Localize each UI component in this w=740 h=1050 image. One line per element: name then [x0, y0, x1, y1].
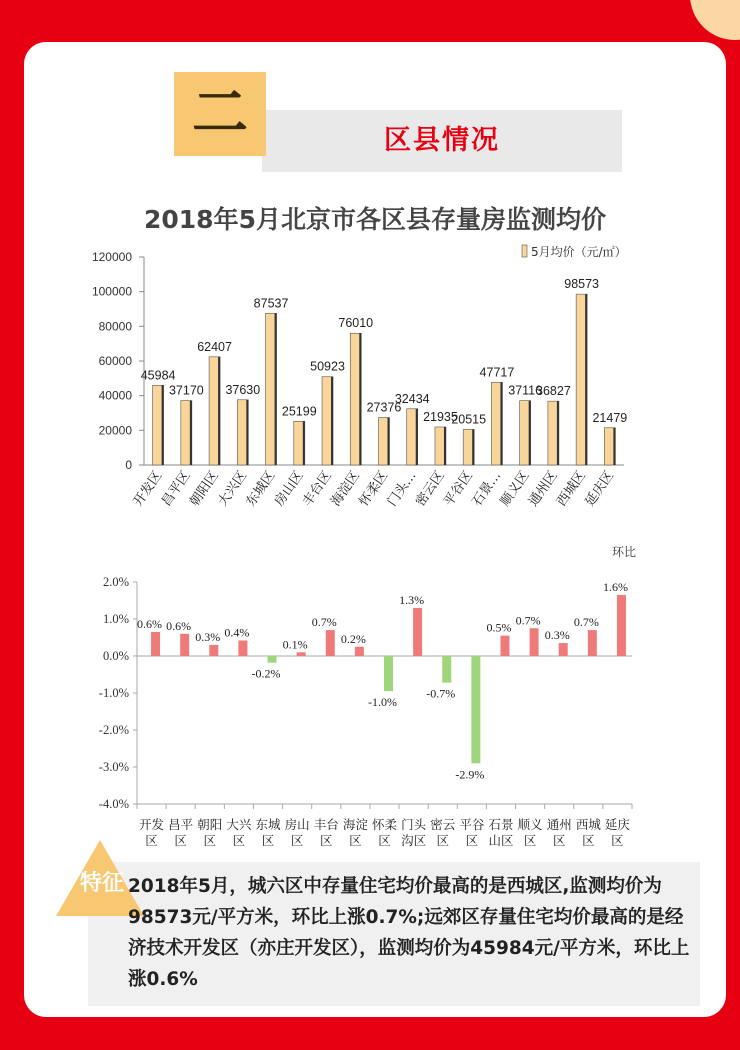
mom-bar	[151, 632, 160, 656]
price-value-label: 32434	[394, 391, 430, 406]
price-value-label: 76010	[338, 316, 374, 331]
mom-value-label: 0.1%	[282, 637, 308, 652]
mom-bar	[530, 628, 539, 656]
mom-category-label: 区	[523, 833, 537, 848]
price-category-label: 东城区	[243, 468, 279, 510]
mom-bar	[413, 608, 422, 656]
y-tick-label: -2.0%	[98, 723, 129, 737]
y-tick-label: 0	[125, 458, 132, 472]
price-value-label: 37116	[508, 383, 543, 398]
mom-change-bar-chart	[24, 42, 726, 862]
feature-label: 特征	[79, 871, 124, 896]
mom-category-label: 区	[582, 833, 595, 848]
mom-bar	[471, 656, 480, 763]
mom-category-label: 顺义	[517, 817, 543, 832]
mom-bar	[238, 640, 247, 656]
mom-category-label: 怀柔	[371, 817, 398, 832]
price-category-label: 石景…	[469, 468, 505, 510]
y-tick-label: 0.0%	[102, 649, 129, 663]
price-value-label: 21479	[592, 410, 628, 425]
y-tick-label: 120000	[91, 250, 132, 264]
mom-value-label: -0.7%	[426, 686, 456, 701]
mom-category-label: 区	[174, 833, 187, 848]
mom-category-label: 通州	[546, 817, 572, 832]
mom-category-label: 延庆	[604, 817, 630, 832]
mom-category-label: 西城	[575, 817, 601, 832]
price-value-label: 37630	[225, 382, 261, 397]
price-value-label: 98573	[564, 277, 600, 292]
y-tick-label: 80000	[98, 319, 132, 334]
mom-bar	[559, 643, 568, 656]
mom-value-label: -0.2%	[251, 666, 281, 681]
section-number: 二	[192, 81, 248, 146]
mom-value-label: 1.6%	[602, 579, 628, 594]
mom-category-label: 区	[349, 833, 362, 848]
mom-category-label: 区	[145, 833, 158, 848]
mom-value-label: 0.5%	[486, 620, 512, 635]
price-value-label: 62407	[197, 339, 232, 354]
mom-category-label: 区	[465, 833, 479, 848]
section-title: 区县情况	[384, 125, 500, 156]
price-category-label: 大兴区	[215, 468, 251, 510]
content-card	[24, 42, 726, 1017]
mom-category-label: 区	[203, 833, 217, 848]
mom-category-label: 海淀	[342, 817, 368, 832]
price-category-label: 朝阳区	[187, 468, 222, 510]
mom-category-label: 东城	[255, 817, 281, 832]
mom-category-label: 开发	[139, 817, 165, 832]
mom-category-label: 昌平	[168, 817, 194, 832]
price-category-label: 顺义区	[497, 468, 533, 510]
y-tick-label: 40000	[98, 388, 132, 403]
y-tick-label: 1.0%	[102, 612, 129, 626]
y-tick-label: 100000	[91, 284, 132, 299]
y-tick-label: 20000	[98, 423, 132, 438]
mom-value-label: 1.3%	[399, 592, 425, 607]
mom-bar	[268, 656, 277, 663]
mom-bar	[384, 656, 393, 691]
price-value-label: 47717	[479, 365, 515, 380]
mom-value-label: 0.3%	[195, 629, 221, 644]
mom-value-label: -1.0%	[368, 695, 397, 710]
mom-category-label: 丰台	[313, 817, 339, 832]
mom-category-label: 区	[320, 833, 333, 848]
mom-category-label: 朝阳	[197, 817, 223, 832]
mom-category-label: 山区	[488, 833, 514, 848]
mom-category-label: 区	[552, 833, 566, 848]
mom-value-label: 0.7%	[573, 615, 599, 630]
price-value-label: 20515	[451, 412, 487, 427]
y-tick-label: 60000	[98, 354, 132, 368]
mom-bar	[500, 636, 509, 656]
mom-category-label: 区	[378, 833, 391, 848]
mom-bar	[617, 595, 626, 656]
price-category-label: 房山区	[271, 468, 307, 510]
legend-label: 5月均价（元/㎡）	[531, 245, 627, 259]
price-value-label: 87537	[253, 296, 289, 311]
corner-decoration	[690, 0, 740, 40]
mom-value-label: 0.7%	[515, 613, 541, 628]
mom-bar	[326, 630, 335, 656]
mom-bar	[297, 652, 306, 656]
mom-category-label: 区	[232, 833, 246, 848]
mom-bar	[180, 634, 189, 656]
mom-value-label: 0.3%	[544, 628, 570, 643]
mom-bar	[442, 656, 451, 683]
mom-value-label: 0.7%	[311, 615, 337, 630]
price-value-label: 25199	[281, 404, 317, 419]
mom-value-label: -2.9%	[455, 767, 485, 782]
mom-value-label: 0.4%	[224, 625, 250, 640]
y-tick-label: -1.0%	[98, 686, 129, 700]
price-value-label: 21935	[423, 409, 458, 424]
mom-category-label: 门头	[401, 817, 427, 832]
legend-label: 环比	[612, 545, 637, 559]
mom-bar	[355, 647, 364, 656]
mom-category-label: 区	[436, 833, 449, 848]
mom-bar	[209, 645, 218, 656]
mom-category-label: 房山	[284, 817, 310, 832]
price-category-label: 丰台区	[300, 468, 335, 510]
price-category-label: 西城区	[554, 468, 589, 510]
price-category-label: 海淀区	[328, 468, 364, 510]
y-tick-label: 2.0%	[102, 575, 129, 589]
price-category-label: 门头…	[384, 468, 420, 510]
mom-category-label: 平谷	[459, 817, 485, 832]
mom-value-label: 0.2%	[340, 631, 366, 646]
mom-category-label: 大兴	[226, 817, 252, 832]
mom-category-label: 区	[290, 833, 304, 848]
price-value-label: 37170	[168, 383, 204, 398]
price-category-label: 昌平区	[158, 468, 194, 510]
mom-category-label: 石景	[488, 817, 514, 832]
price-value-label: 36827	[536, 384, 571, 399]
mom-value-label: 0.6%	[166, 618, 192, 633]
price-category-label: 密云区	[413, 468, 448, 510]
price-category-label: 开发区	[130, 468, 166, 510]
y-tick-label: -3.0%	[98, 760, 129, 774]
price-value-label: 45984	[140, 368, 176, 383]
feature-text: 2018年5月，城六区中存量住宅均价最高的是西城区,监测均价为98573元/平方米，环比上涨0.7%;远郊区存量住宅均价最高的是经济技术开发区（亦庄开发区），监测均价为45984元/平方米，环比上涨0.6%	[128, 876, 690, 990]
price-category-label: 延庆区	[582, 468, 618, 510]
y-tick-label: -4.0%	[98, 797, 129, 811]
mom-value-label: 0.6%	[137, 616, 163, 631]
mom-category-label: 密云	[430, 817, 456, 832]
price-value-label: 27376	[366, 400, 402, 415]
chart-title: 2018年5月北京市各区县存量房监测均价	[144, 205, 606, 234]
price-category-label: 怀柔区	[356, 468, 392, 510]
mom-category-label: 区	[611, 833, 624, 848]
price-value-label: 50923	[310, 359, 345, 374]
price-category-label: 平谷区	[441, 468, 476, 510]
mom-category-label: 沟区	[401, 833, 427, 848]
mom-category-label: 区	[261, 833, 275, 848]
mom-bar	[588, 630, 597, 656]
price-category-label: 通州区	[526, 468, 561, 510]
